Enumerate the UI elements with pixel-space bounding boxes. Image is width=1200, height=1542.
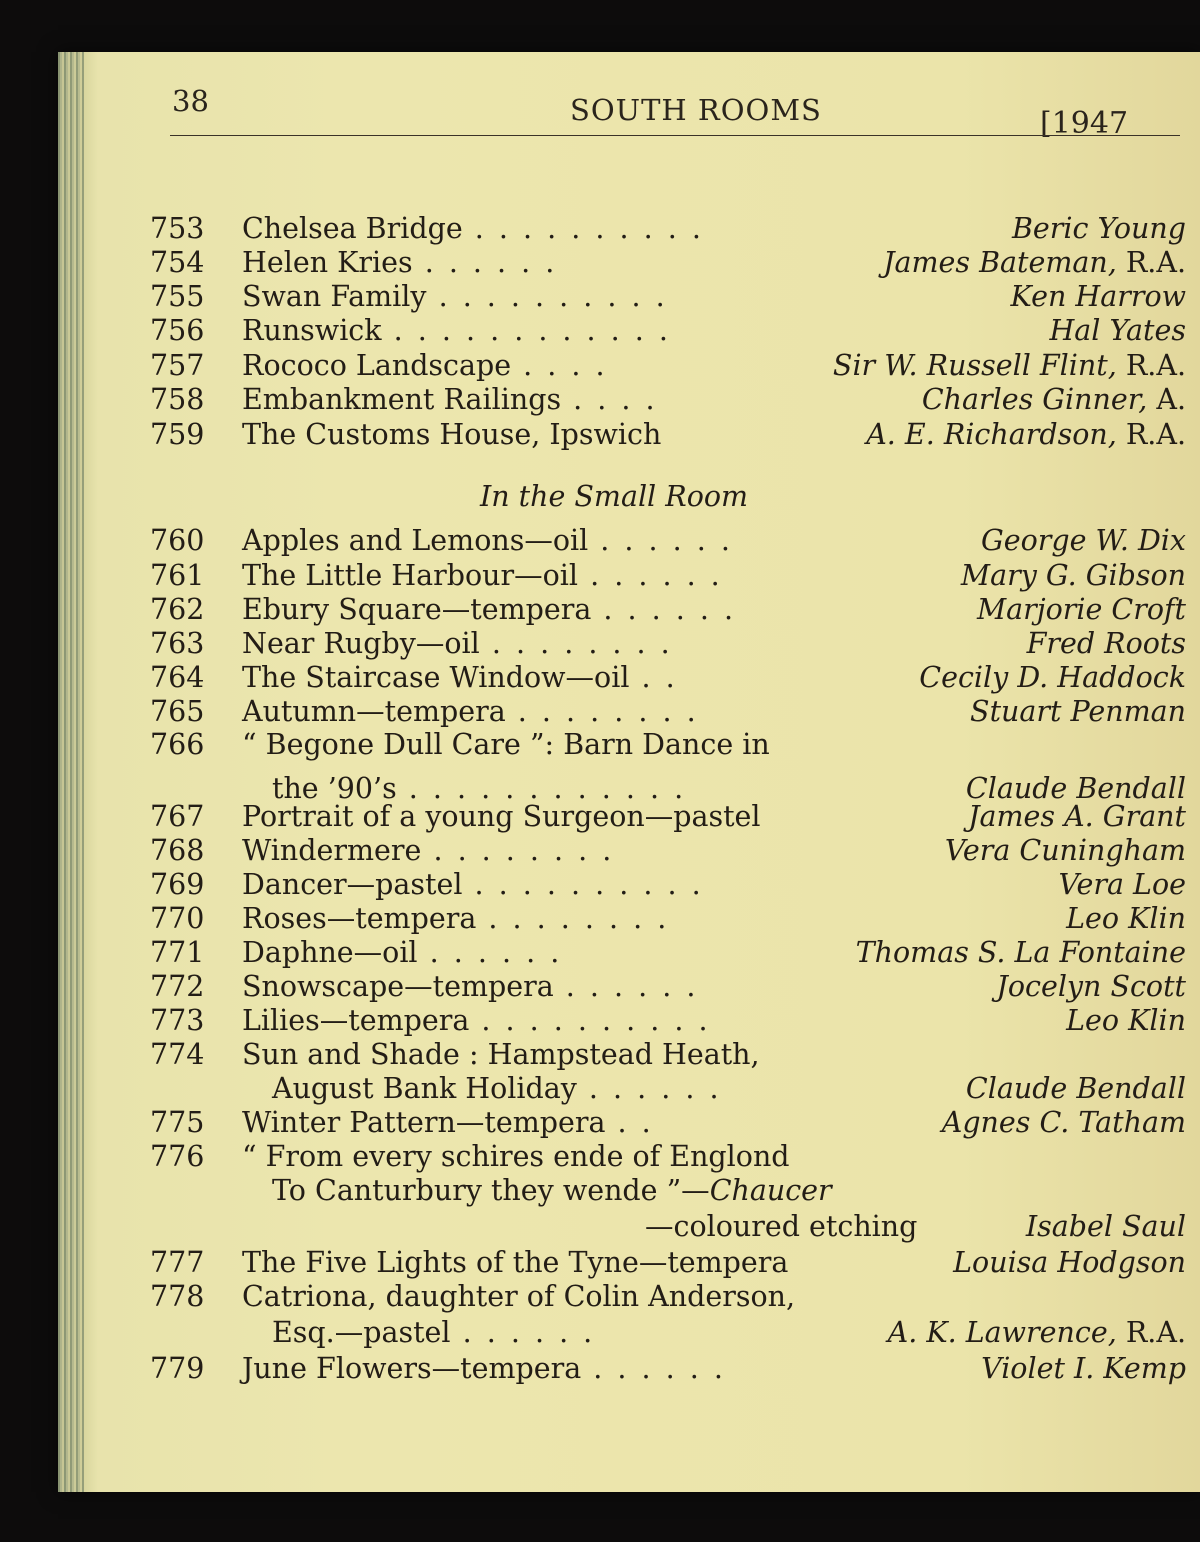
catalogue-row [150, 524, 1186, 558]
leader-dots: . . . . . . . . . . [462, 868, 704, 901]
year-label: [1947 [1040, 106, 1129, 141]
entry-title: The Staircase Window—oil . . [242, 661, 678, 694]
entry-title: “ Begone Dull Care ”: Barn Dance in [242, 728, 770, 761]
artist-name: Cecily D. Haddock [919, 661, 1186, 694]
catalogue-row [150, 1210, 1186, 1244]
leader-dots: . . . . . . [581, 1352, 726, 1385]
entry-title: “ From every schires ende of Englond [242, 1140, 790, 1173]
entry-number: 776 [150, 1140, 205, 1173]
entry-title: Near Rugby—oil . . . . . . . . [242, 627, 673, 660]
leader-dots: . . . . . . . . [421, 834, 615, 867]
artist-name: Mary G. Gibson [960, 559, 1186, 592]
entry-title: Ebury Square—tempera . . . . . . [242, 593, 737, 626]
leader-dots: . . . . . . [412, 246, 558, 279]
leader-dots: . . . . . . . . . . [469, 1004, 711, 1037]
entry-number: 772 [150, 970, 205, 1003]
catalogue-row [150, 1280, 1186, 1314]
subheading-small-room: In the Small Room [480, 480, 749, 513]
entry-number: 761 [150, 559, 205, 592]
entry-number: 767 [150, 800, 205, 833]
entry-title: Snowscape—tempera . . . . . . [242, 970, 699, 1003]
catalogue-row [150, 800, 1186, 834]
artist-name: A. E. Richardson, R.A. [866, 418, 1186, 451]
catalogue-row [150, 1106, 1186, 1140]
entry-number: 771 [150, 936, 205, 969]
catalogue-row [150, 1038, 1186, 1072]
entry-title: Daphne—oil . . . . . . [242, 936, 563, 969]
entry-title: Esq.—pastel . . . . . . [272, 1316, 596, 1349]
artist-name: Violet I. Kemp [981, 1352, 1186, 1385]
catalogue-row [150, 314, 1186, 348]
artist-suffix: R.A. [1116, 246, 1186, 279]
leader-dots: . . . . . . [588, 524, 733, 557]
catalogue-row [150, 970, 1186, 1004]
entry-number: 760 [150, 524, 205, 557]
artist-name: Claude Bendall [965, 1072, 1186, 1105]
artist-name: Claude Bendall [965, 772, 1186, 805]
entry-title: The Customs House, Ipswich [242, 418, 662, 451]
leader-dots: . . [629, 661, 678, 694]
artist-name: James A. Grant [968, 800, 1186, 833]
entry-number: 764 [150, 661, 205, 694]
entry-title: Runswick . . . . . . . . . . . . [242, 314, 671, 347]
artist-name: Charles Ginner, A. [921, 383, 1186, 416]
entry-number: 754 [150, 246, 205, 279]
artist-name: A. K. Lawrence, R.A. [887, 1316, 1186, 1349]
leader-dots: . . . . . . . . . . [462, 212, 704, 245]
catalogue-row [150, 661, 1186, 695]
leader-dots: . . . . . . . . [479, 627, 673, 660]
artist-name: Vera Loe [1058, 868, 1186, 901]
entry-title: Dancer—pastel . . . . . . . . . . [242, 868, 704, 901]
entry-title: Apples and Lemons—oil . . . . . . [242, 524, 733, 557]
artist-name: Isabel Saul [1025, 1210, 1186, 1243]
leader-dots: . . . . . . [553, 970, 699, 1003]
artist-suffix: R.A. [1116, 418, 1186, 451]
leader-dots: . . . . . . [591, 593, 737, 626]
entry-title: To Canturbury they wende ”—Chaucer [272, 1174, 832, 1207]
quote-author: Chaucer [709, 1174, 832, 1207]
entry-number: 768 [150, 834, 205, 867]
entry-number: 774 [150, 1038, 205, 1071]
catalogue-row [150, 593, 1186, 627]
artist-name: Ken Harrow [1010, 280, 1186, 313]
catalogue-row [150, 383, 1186, 417]
entry-title: Catriona, daughter of Colin Anderson, [242, 1280, 796, 1313]
catalogue-row [150, 1246, 1186, 1280]
leader-dots: . . . . . . . . . . . . [396, 772, 687, 805]
artist-name: Thomas S. La Fontaine [855, 936, 1186, 969]
artist-name: Beric Young [1011, 212, 1186, 245]
leader-dots: . . . . [561, 383, 658, 416]
catalogue-row [150, 627, 1186, 661]
entry-number: 775 [150, 1106, 205, 1139]
entry-title: Roses—tempera . . . . . . . . [242, 902, 670, 935]
entry-number: 756 [150, 314, 205, 347]
artist-name: Leo Klin [1066, 1004, 1186, 1037]
entry-number: 770 [150, 902, 205, 935]
artist-name: Agnes C. Tatham [941, 1106, 1186, 1139]
entry-title: Sun and Shade : Hampstead Heath, [242, 1038, 760, 1071]
catalogue-row [150, 728, 1186, 762]
artist-name: Vera Cuningham [944, 834, 1186, 867]
entry-title: —coloured etching [645, 1210, 918, 1243]
leader-dots: . . . . . . . . [476, 902, 670, 935]
leader-dots: . . . . [511, 349, 608, 382]
entry-number: 763 [150, 627, 205, 660]
entry-title: June Flowers—tempera . . . . . . [242, 1352, 726, 1385]
artist-suffix: R.A. [1116, 1316, 1186, 1349]
page-edge [58, 52, 84, 1492]
entry-title: Helen Kries . . . . . . [242, 246, 558, 279]
section-title: SOUTH ROOMS [570, 93, 822, 127]
leader-dots: . . [605, 1106, 654, 1139]
artist-name: Stuart Penman [970, 695, 1186, 728]
entry-number: 765 [150, 695, 205, 728]
catalogue-row [150, 1174, 1186, 1208]
entry-number: 758 [150, 383, 205, 416]
entry-number: 773 [150, 1004, 205, 1037]
leader-dots: . . . . . . [450, 1316, 596, 1349]
entry-title: Embankment Railings . . . . [242, 383, 658, 416]
catalogue-row [150, 1140, 1186, 1174]
leader-dots: . . . . . . [578, 559, 723, 592]
entry-title: August Bank Holiday . . . . . . [272, 1072, 722, 1105]
artist-name: James Bateman, R.A. [883, 246, 1186, 279]
catalogue-row [150, 418, 1186, 452]
catalogue-row [150, 1352, 1186, 1386]
artist-name: Fred Roots [1026, 627, 1186, 660]
catalogue-row [150, 1072, 1186, 1106]
catalogue-row [150, 1004, 1186, 1038]
artist-name: Leo Klin [1066, 902, 1186, 935]
leader-dots: . . . . . . . . . . [426, 280, 668, 313]
entry-title: Swan Family . . . . . . . . . . [242, 280, 668, 313]
leader-dots: . . . . . . [576, 1072, 722, 1105]
entry-title: The Little Harbour—oil . . . . . . [242, 559, 723, 592]
catalogue-row [150, 902, 1186, 936]
catalogue-row [150, 246, 1186, 280]
page-number: 38 [172, 84, 209, 118]
catalogue-row [150, 280, 1186, 314]
artist-name: Louisa Hodgson [953, 1246, 1186, 1279]
entry-number: 762 [150, 593, 205, 626]
artist-name: Marjorie Croft [976, 593, 1186, 626]
entry-number: 755 [150, 280, 205, 313]
entry-title: Lilies—tempera . . . . . . . . . . [242, 1004, 711, 1037]
leader-dots: . . . . . . [417, 936, 563, 969]
entry-number: 778 [150, 1280, 205, 1313]
artist-name: George W. Dix [980, 524, 1186, 557]
catalogue-row [150, 349, 1186, 383]
entry-number: 753 [150, 212, 205, 245]
entry-number: 759 [150, 418, 205, 451]
entry-title: The Five Lights of the Tyne—tempera [242, 1246, 789, 1279]
catalogue-row [150, 1316, 1186, 1350]
catalogue-row [150, 212, 1186, 246]
catalogue-row [150, 695, 1186, 729]
entry-number: 766 [150, 728, 205, 761]
entry-title: Autumn—tempera . . . . . . . . [242, 695, 699, 728]
header-rule [170, 135, 1180, 136]
entry-title: Rococo Landscape . . . . [242, 349, 608, 382]
catalogue-row [150, 936, 1186, 970]
entry-title: Chelsea Bridge . . . . . . . . . . [242, 212, 704, 245]
artist-name: Hal Yates [1049, 314, 1186, 347]
entry-title: Portrait of a young Surgeon—pastel [242, 800, 761, 833]
catalogue-row [150, 559, 1186, 593]
entry-title: the ’90’s . . . . . . . . . . . . [272, 772, 687, 805]
leader-dots: . . . . . . . . . . . . [381, 314, 671, 347]
catalogue-row [150, 834, 1186, 868]
artist-name: Jocelyn Scott [996, 970, 1186, 1003]
artist-suffix: R.A. [1116, 349, 1186, 382]
entry-number: 779 [150, 1352, 205, 1385]
artist-suffix: A. [1147, 383, 1186, 416]
entry-number: 757 [150, 349, 205, 382]
entry-title: Winter Pattern—tempera . . [242, 1106, 654, 1139]
catalogue-row [150, 868, 1186, 902]
entry-number: 777 [150, 1246, 205, 1279]
entry-number: 769 [150, 868, 205, 901]
entry-title: Windermere . . . . . . . . [242, 834, 615, 867]
leader-dots: . . . . . . . . [505, 695, 699, 728]
artist-name: Sir W. Russell Flint, R.A. [832, 349, 1186, 382]
